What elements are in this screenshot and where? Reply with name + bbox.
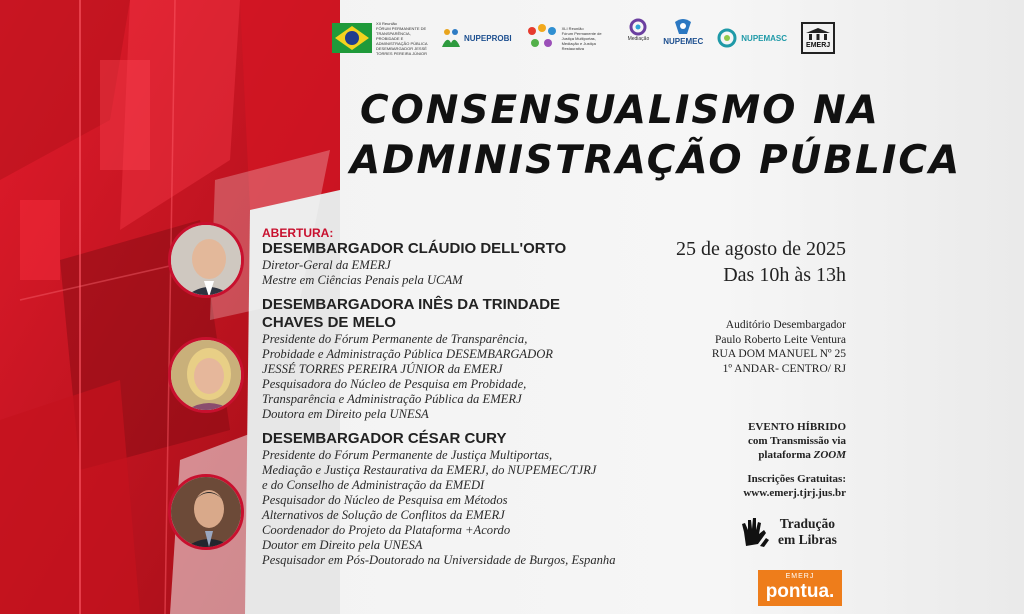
event-date xyxy=(676,236,846,288)
speaker-credential: Pesquisadora do Núcleo de Pesquisa em Probidade, xyxy=(262,377,527,391)
emerj-logo xyxy=(801,22,835,54)
libras-translation xyxy=(740,516,837,548)
speakers-list xyxy=(262,226,662,576)
event-format-title: EVENTO HÍBRIDO xyxy=(748,421,846,433)
nupemec-shield-icon xyxy=(673,18,693,36)
forum2-name-text: Fórum Permanente de Justiça Multiportas, Mediação e Justiça Restaurativa xyxy=(561,30,602,51)
speaker-credential: Probidade e Administração Pública DESEMBARGADOR xyxy=(262,347,554,361)
speaker-credential: Pesquisador do Núcleo de Pesquisa em Métodos xyxy=(262,493,508,507)
platform-prefix: plataforma xyxy=(758,449,814,461)
libras-line-2: em Libras xyxy=(778,532,837,547)
nupemec-label: NUPEMEC xyxy=(663,37,704,46)
mediacao-circle-icon xyxy=(629,18,647,36)
libras-line-1: Tradução xyxy=(779,516,836,531)
speaker-credential: Mediação e Justiça Restaurativa da EMERJ, do NUPEMEC/TJRJ xyxy=(262,463,597,477)
speaker-cesar xyxy=(262,430,662,568)
nupemasc-circle-icon xyxy=(717,28,737,48)
people-group-icon xyxy=(442,27,460,49)
venue-line: Auditório Desembargador xyxy=(725,319,846,331)
forum-reuniao-text: XII Reunião xyxy=(376,20,397,26)
pontua-badge xyxy=(758,570,842,606)
forum-transparencia-logo xyxy=(332,18,428,58)
forum-name-text: FÓRUM PERMANENTE DE TRANSPARÊNCIA, PROBIDADE E ADMINISTRAÇÃO PÚBLICA xyxy=(376,25,428,46)
registration-label: Inscrições Gratuitas: xyxy=(747,473,846,485)
speaker-credential: Presidente do Fórum Permanente de Transparência, xyxy=(262,332,528,346)
forum-honoree-text: DESEMBARGADOR JESSÉ TORRES PEREIRA JÚNIOR xyxy=(376,45,428,56)
speaker-credential: Presidente do Fórum Permanente de Justiça Multiportas, xyxy=(262,448,553,462)
mediacao-logo xyxy=(628,18,650,58)
platform-name: ZOOM xyxy=(813,449,846,461)
speaker-photo-claudio xyxy=(168,222,244,298)
speaker-credential: Doutor em Direito pela UNESA xyxy=(262,538,423,552)
speaker-ines xyxy=(262,296,662,422)
speaker-name: DESEMBARGADOR CÉSAR CURY xyxy=(262,430,507,447)
registration-info xyxy=(743,472,846,500)
event-title xyxy=(350,86,962,186)
nupeprobi-logo xyxy=(442,18,512,58)
mediacao-label: Mediação xyxy=(627,36,650,42)
event-time: Das 10h às 13h xyxy=(723,264,846,286)
nupemasc-logo xyxy=(717,18,787,58)
opening-label: ABERTURA: xyxy=(262,226,334,240)
speaker-credential: Coordenador do Projeto da Plataforma +Acordo xyxy=(262,523,511,537)
speaker-photo-ines xyxy=(168,337,244,413)
logo-strip xyxy=(332,16,852,60)
event-platform-line xyxy=(748,448,846,462)
event-venue xyxy=(712,318,846,376)
brazil-flag-icon xyxy=(332,23,372,53)
title-line-2: ADMINISTRAÇÃO PÚBLICA xyxy=(350,138,962,183)
event-day: 25 de agosto de 2025 xyxy=(676,238,846,260)
speaker-credential: JESSÉ TORRES PEREIRA JÚNIOR da EMERJ xyxy=(262,362,503,376)
emerj-label: EMERJ xyxy=(806,41,831,49)
speaker-credential: Pesquisador em Pós-Doutorado na Universidade de Burgos, Espanha xyxy=(262,553,616,567)
speaker-credential: Alternativos de Solução de Conflitos da EMERJ xyxy=(262,508,505,522)
speaker-name: DESEMBARGADORA INÊS DA TRINDADE xyxy=(262,296,561,313)
speaker-credential: Mestre em Ciências Penais pela UCAM xyxy=(262,273,463,287)
forum2-reuniao-text: XLI Reunião xyxy=(561,25,584,31)
libras-label xyxy=(778,516,837,548)
pontua-top-label: EMERJ xyxy=(785,573,815,580)
speaker-credential: Transparência e Administração Pública da EMERJ xyxy=(262,392,522,406)
speaker-name-continued: CHAVES DE MELO xyxy=(262,314,396,331)
pontua-main-label: pontua. xyxy=(765,581,835,602)
speaker-name: DESEMBARGADOR CLÁUDIO DELL'ORTO xyxy=(262,240,567,257)
nupemec-logo xyxy=(663,18,703,58)
registration-link[interactable]: www.emerj.tjrj.jus.br xyxy=(743,487,846,499)
emerj-building-icon xyxy=(806,28,830,42)
speaker-claudio xyxy=(262,240,662,288)
nupeprobi-label: NUPEPROBI xyxy=(464,33,512,43)
title-line-1: CONSENSUALISMO NA xyxy=(360,88,880,133)
colorful-people-icon xyxy=(526,23,558,53)
speaker-photo-cesar xyxy=(168,474,244,550)
sign-language-hands-icon xyxy=(740,516,770,548)
venue-line: RUA DOM MANUEL Nº 25 xyxy=(711,348,846,360)
event-format xyxy=(748,420,846,462)
speaker-credential: Diretor-Geral da EMERJ xyxy=(262,258,391,272)
event-format-line: com Transmissão via xyxy=(748,435,846,447)
nupemasc-label: NUPEMASC xyxy=(741,33,788,43)
venue-line: Paulo Roberto Leite Ventura xyxy=(714,333,846,346)
venue-line: 1º ANDAR- CENTRO/ RJ xyxy=(722,362,846,375)
speaker-credential: e do Conselho de Administração da EMEDI xyxy=(262,478,485,492)
speaker-credential: Doutora em Direito pela UNESA xyxy=(262,407,429,421)
forum-multiportas-logo xyxy=(526,18,614,58)
